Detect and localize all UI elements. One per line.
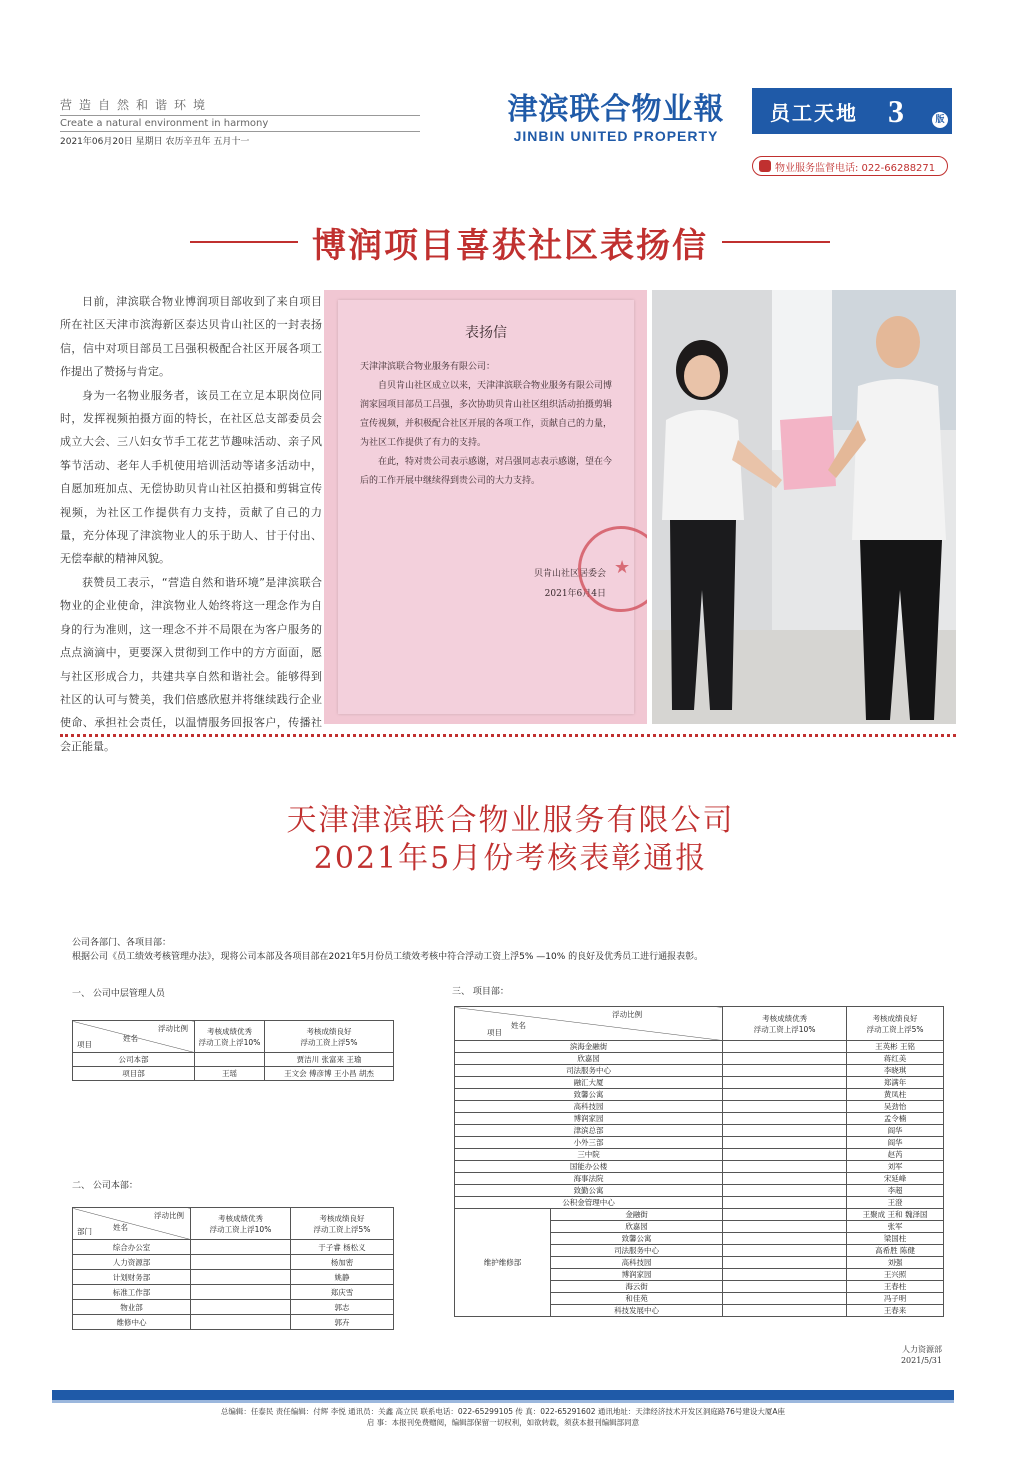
group-label: 维护维修部 bbox=[455, 1209, 551, 1317]
table-row: 综合办公室 于子睿 杨松义 bbox=[73, 1240, 394, 1255]
table-mid-managers bbox=[72, 1020, 394, 1081]
col-excellent: 考核成绩优秀 浮动工资上浮10% bbox=[195, 1021, 265, 1053]
table-row: 融汇大厦 郑满年 bbox=[455, 1077, 944, 1089]
table-row: 公司本部 贾洁川 张富来 王瑜 bbox=[73, 1053, 394, 1067]
table-row: 计划财务部 姚静 bbox=[73, 1270, 394, 1285]
hr-date: 2021/5/31 bbox=[900, 1356, 942, 1365]
table-row: 三中院 赵芮 bbox=[455, 1149, 944, 1161]
table-row: 欣嘉园 张军 bbox=[455, 1221, 944, 1233]
footer bbox=[52, 1406, 954, 1428]
table-row: 司法服务中心 高希胜 陈健 bbox=[455, 1245, 944, 1257]
table-row: 维修中心 郭卉 bbox=[73, 1315, 394, 1330]
seal-star-icon: ★ bbox=[614, 557, 631, 578]
slogan: 营造自然和谐环境 bbox=[60, 96, 420, 116]
diag-item: 项目 bbox=[487, 1028, 502, 1037]
headline: 博润项目喜获社区表扬信 bbox=[312, 225, 708, 266]
diag-dept: 部门 bbox=[77, 1227, 92, 1236]
letter-paragraph: 在此，特对贵公司表示感谢，对吕强同志表示感谢，望在今后的工作开展中继续得到贵公司的大力支持。 bbox=[360, 457, 613, 486]
table-row: 海云街 王春柱 bbox=[455, 1281, 944, 1293]
page-suffix: 版 bbox=[932, 112, 948, 128]
table-row: 维护维修部 金融街 王聚成 王和 魏泽国 bbox=[455, 1209, 944, 1221]
section3-label: 三、 项目部： bbox=[452, 987, 509, 997]
table-diag-header bbox=[455, 1007, 723, 1041]
section-name: 员工天地 bbox=[770, 100, 858, 125]
table-row: 欣嘉园 蒋红美 bbox=[455, 1053, 944, 1065]
hr-dept: 人力资源部 bbox=[902, 1345, 942, 1354]
table-row: 博润家园 孟令楠 bbox=[455, 1113, 944, 1125]
table-row: 国能办公楼 刘军 bbox=[455, 1161, 944, 1173]
table-row: 高科技园 吴劲怡 bbox=[455, 1101, 944, 1113]
col-excellent: 考核成绩优秀 浮动工资上浮10% bbox=[191, 1208, 291, 1240]
diag-item: 项目 bbox=[77, 1040, 92, 1049]
table-row: 致馨公寓 黄凤柱 bbox=[455, 1089, 944, 1101]
headline-rule-right bbox=[722, 241, 830, 243]
table-row: 和佳苑 冯子明 bbox=[455, 1293, 944, 1305]
report-addressee: 公司各部门、各项目部： bbox=[72, 938, 172, 948]
table-diag-header bbox=[73, 1208, 191, 1240]
article-body bbox=[60, 290, 322, 758]
diag-name: 姓名 bbox=[113, 1223, 128, 1232]
footer-credits: 总编辑：任泰民 责任编辑：付辉 李悦 通讯员：关鑫 高立民 联系电话：022-65299105 传 真：022-65291602 通讯地址：天津经济技术开发区洞庭路76号建设大厦A座 bbox=[220, 1407, 786, 1416]
letter-sign-date: 2021年6月4日 bbox=[544, 589, 606, 599]
page-number: 3 bbox=[888, 92, 904, 129]
table-row: 标准工作部 郑庆雪 bbox=[73, 1285, 394, 1300]
headline-rule-left bbox=[190, 241, 298, 243]
table-row: 项目部 王瑶 王文会 傅彦博 王小昌 胡杰 bbox=[73, 1067, 394, 1081]
table-row: 人力资源部 杨加密 bbox=[73, 1255, 394, 1270]
letter-paper bbox=[338, 300, 634, 714]
letter-photo bbox=[324, 290, 647, 724]
table-diag-header bbox=[73, 1021, 195, 1053]
article-paragraph: 身为一名物业服务者，该员工在立足本职岗位同时，发挥视频拍摄方面的特长，在社区总支部委员会成立大会、三八妇女节手工花艺节趣味活动、亲子风筝节活动、老年人手机使用培训活动等诸多活动中，自愿加班加点、无偿协助贝肯山社区拍摄和剪辑宣传视频，为社区工作提供有力支持，贡献了自己的力量，充分体现了津滨物业人的乐于助人、甘于付出、无偿奉献的精神风貌。 bbox=[60, 388, 322, 566]
table-row: 司法服务中心 李晓琪 bbox=[455, 1065, 944, 1077]
diag-name: 姓名 bbox=[123, 1034, 138, 1043]
masthead bbox=[496, 84, 736, 144]
table-row: 高科技园 刘强 bbox=[455, 1257, 944, 1269]
masthead-en: JINBIN UNITED PROPERTY bbox=[513, 128, 719, 144]
col-excellent: 考核成绩优秀 浮动工资上浮10% bbox=[723, 1007, 847, 1041]
headline-wrap bbox=[190, 218, 830, 266]
table-row: 博润家园 王兴照 bbox=[455, 1269, 944, 1281]
issue-date: 2021年06月20日 星期日 农历辛丑年 五月十一 bbox=[60, 137, 250, 147]
diag-float: 浮动比例 bbox=[154, 1211, 184, 1220]
letter-paragraph: 自贝肯山社区成立以来，天津津滨联合物业服务有限公司博润家园项目部员工吕强，多次协助贝肯山社区组织活动拍摄剪辑宣传视频，并积极配合社区开展的各项工作，贡献自己的力量，为社区工作提供了有力的支持。 bbox=[360, 381, 613, 448]
masthead-cn: 津滨联合物业報 bbox=[507, 92, 725, 127]
letter-body bbox=[360, 358, 612, 491]
article-paragraph: 日前，津滨联合物业博润项目部收到了来自项目所在社区天津市滨海新区泰达贝肯山社区的一封表扬信，信中对项目部员工吕强积极配合社区开展各项工作提出了赞扬与肯定。 bbox=[60, 295, 322, 379]
hr-signature bbox=[880, 1344, 942, 1366]
table-row: 致馨公寓 梁国柱 bbox=[455, 1233, 944, 1245]
letter-salutation: 天津津滨联合物业服务有限公司： bbox=[360, 362, 496, 372]
phone-icon bbox=[759, 160, 771, 172]
section-box bbox=[752, 88, 952, 134]
diag-float: 浮动比例 bbox=[158, 1024, 188, 1033]
table-row: 滨海金融街 王英彬 王铭 bbox=[455, 1041, 944, 1053]
slogan-en: Create a natural environment in harmony bbox=[60, 116, 420, 132]
col-good: 考核成绩良好 浮动工资上浮5% bbox=[265, 1021, 394, 1053]
table-row: 海事法院 宋延峰 bbox=[455, 1173, 944, 1185]
table-projects bbox=[454, 1006, 944, 1317]
hotline bbox=[752, 156, 948, 176]
table-row: 物业部 郭志 bbox=[73, 1300, 394, 1315]
table-row: 致勤公寓 李超 bbox=[455, 1185, 944, 1197]
report-intro bbox=[72, 936, 952, 964]
table-headquarters bbox=[72, 1207, 394, 1330]
footer-bar-light bbox=[52, 1400, 954, 1403]
letter-title: 表扬信 bbox=[465, 325, 507, 341]
diag-name: 姓名 bbox=[511, 1021, 526, 1030]
table-row: 津滨总部 阎华 bbox=[455, 1125, 944, 1137]
report-intro-text: 根据公司《员工绩效考核管理办法》，现将公司本部及各项目部在2021年5月份员工绩效考核中符合浮动工资上浮5% —10% 的良好及优秀员工进行通报表彰。 bbox=[72, 952, 704, 962]
award-photo-illustration bbox=[652, 290, 956, 724]
diag-float: 浮动比例 bbox=[612, 1010, 643, 1019]
report-title-line1: 天津津滨联合物业服务有限公司 bbox=[286, 803, 735, 838]
table-row: 科技发展中心 王春来 bbox=[455, 1305, 944, 1317]
report-title bbox=[0, 802, 1021, 878]
section1-label: 一、 公司中层管理人员 bbox=[72, 989, 165, 999]
hotline-text: 物业服务监督电话: 022-66288271 bbox=[775, 162, 936, 174]
footer-notice: 启 事：本报刊免费赠阅，编辑部保留一切权利，如欲转载，须获本报刊编辑部同意 bbox=[366, 1418, 640, 1427]
section2-label: 二、 公司本部： bbox=[72, 1181, 138, 1191]
col-good: 考核成绩良好 浮动工资上浮5% bbox=[847, 1007, 944, 1041]
footer-bar bbox=[52, 1390, 954, 1400]
table-row: 公积金管理中心 王澄 bbox=[455, 1197, 944, 1209]
table-row: 小外三部 阎华 bbox=[455, 1137, 944, 1149]
award-photo bbox=[652, 290, 956, 724]
letter-sign-org: 贝肯山社区居委会 bbox=[533, 569, 606, 579]
col-good: 考核成绩良好 浮动工资上浮5% bbox=[291, 1208, 394, 1240]
article-paragraph: 获赞员工表示，“营造自然和谐环境”是津滨联合物业的企业使命，津滨物业人始终将这一理念作为自身的行为准则，这一理念不并不局限在为客户服务的点点滴滴中，更要深入贯彻到工作中的方方面面，愿与社区形成合力，共建共享自然和谐社会。能够得到社区的认可与赞美，我们倍感欣慰并将继续践行企业使命、承担社会责任，以温情服务回报客户，传播社会正能量。 bbox=[60, 575, 322, 753]
header-left bbox=[60, 96, 420, 147]
report-title-line2: 2021年5月份考核表彰通报 bbox=[313, 841, 708, 876]
dotted-divider bbox=[60, 734, 956, 737]
